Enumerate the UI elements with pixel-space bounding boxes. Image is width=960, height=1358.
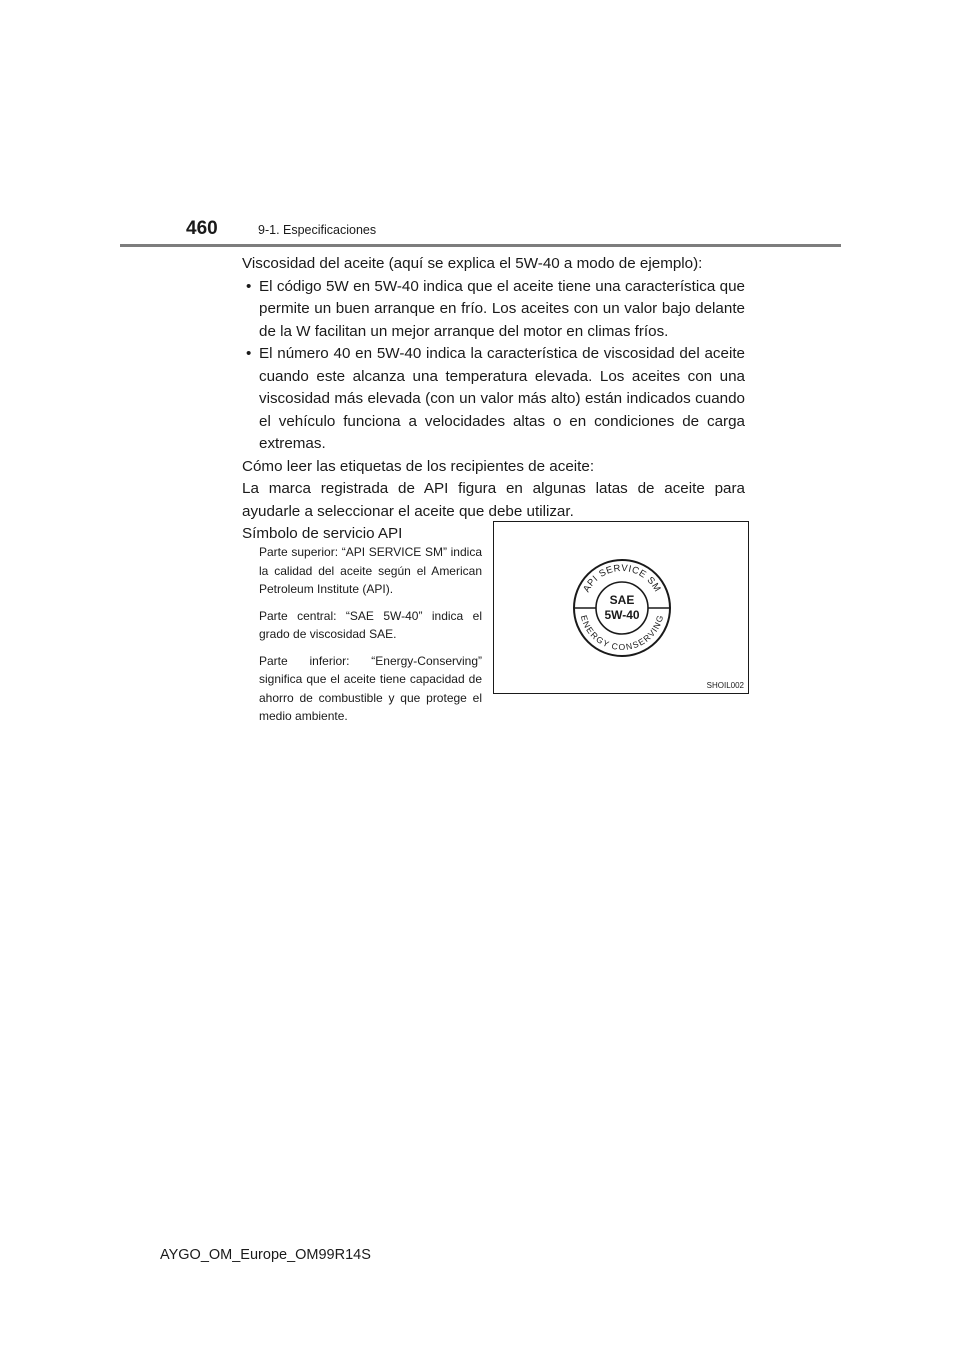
bullet-text: El código 5W en 5W-40 indica que el aceite tiene una característica que permite un buen arranque en frío. Los aceites con un valor bajo delante de la W facilitan un mejor arranque del motor en climas fríos. [259,277,745,340]
bullet-text: El número 40 en 5W-40 indica la característica de viscosidad del aceite cuando este alcanza una temperatura elevada. Los aceites con una viscosidad más elevada (con un valor más alto) están indicados cuando el vehículo funciona a velocidades altas o en condiciones de carga extremas. [259,345,745,452]
bullet-item [242,343,745,456]
arc-top-text: API SERVICE SM [581,562,663,595]
bullet-dot-icon: • [246,277,252,295]
viscosity-intro: Viscosidad del aceite (aquí se explica el 5W-40 a modo de ejemplo): [242,255,703,272]
labels-text: La marca registrada de API figura en algunas latas de aceite para ayudarle a seleccionar el aceite que debe utilizar. [242,480,745,520]
symbol-descriptions [259,543,482,734]
bullet-dot-icon: • [246,345,252,362]
arc-bottom-text: ENERGY CONSERVING [578,614,666,653]
section-title: 9-1. Especificaciones [258,223,377,237]
header-divider [120,244,841,247]
api-symbol-figure [493,521,749,694]
symbol-item-bottom: Parte inferior: “Energy-Conserving” significa que el aceite tiene capacidad de ahorro de combustible y que protege el medio ambiente. [259,653,482,723]
sae-label: SAE [609,593,635,607]
symbol-item-center: Parte central: “SAE 5W-40” indica el grado de viscosidad SAE. [259,608,482,641]
figure-code: SHOIL002 [706,681,744,690]
labels-heading: Cómo leer las etiquetas de los recipientes de aceite: [242,457,595,475]
viscosity-grade-label: 5W-40 [604,608,640,622]
api-donut-icon [494,522,750,695]
symbol-item-top: Parte superior: “API SERVICE SM” indica la calidad del aceite según el American Petroleum Institute (API). [259,545,482,596]
symbol-heading: Símbolo de servicio API [242,525,403,542]
bullet-item [242,276,745,344]
main-content [242,253,745,546]
footer-doc-id: AYGO_OM_Europe_OM99R14S [160,1247,371,1263]
page-number: 460 [186,218,218,239]
